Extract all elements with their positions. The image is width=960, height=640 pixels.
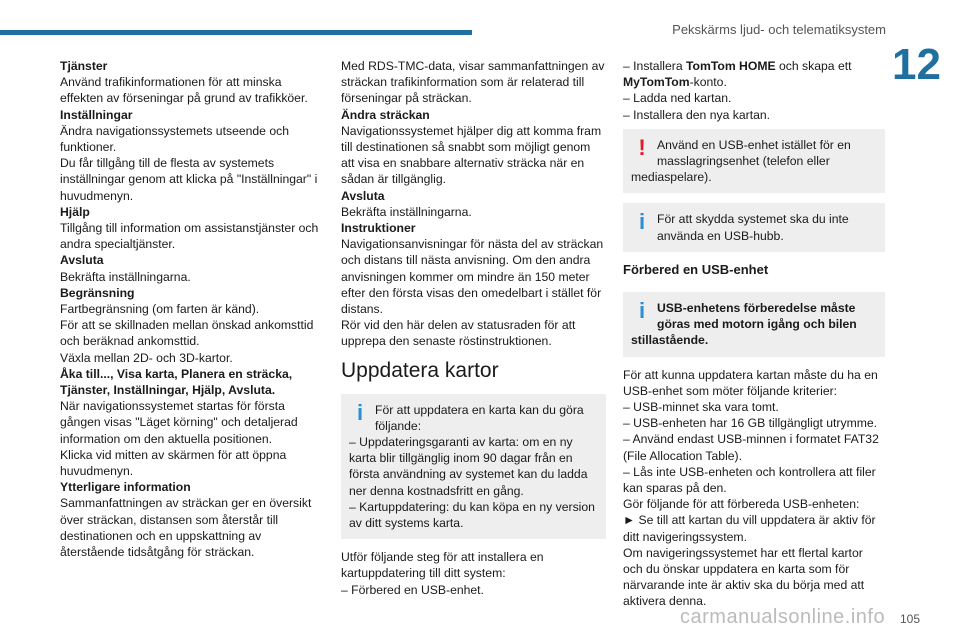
paragraph: Med RDS-TMC-data, visar sammanfattningen av sträckan trafikinformation som är relaterad till förseningar på sträckan. <box>341 59 605 106</box>
column-2 <box>341 58 606 598</box>
list-item: – USB-minnet ska vara tomt. <box>623 400 779 415</box>
paragraph: Fartbegränsning (om farten är känd). <box>60 302 260 317</box>
heading-menu-items: Åka till..., Visa karta, Planera en sträcka, Tjänster, Inställningar, Hjälp, Avsluta. <box>60 366 293 398</box>
warning-note <box>623 129 885 194</box>
list-item: – Lås inte USB-enheten och kontrollera att filer kan sparas på den. <box>623 464 876 496</box>
info-note <box>623 292 885 357</box>
header-accent-bar <box>0 30 472 35</box>
heading-instructions: Instruktioner <box>341 221 416 236</box>
paragraph: För att se skillnaden mellan önskad ankomsttid och beräknad ankomsttid. <box>60 318 314 349</box>
info-note <box>341 394 606 540</box>
info-icon: i <box>638 209 646 235</box>
note-text: USB-enhetens förberedelse måste göras med motorn igång och bilen <box>657 301 857 332</box>
heading-services: Tjänster <box>60 59 108 73</box>
list-item: ► Se till att kartan du vill uppdatera är aktiv för ditt navigeringssystem. <box>623 513 876 544</box>
step-line: – Installera den nya kartan. <box>623 107 771 122</box>
heading-quit: Avsluta <box>60 253 104 268</box>
info-icon: i <box>356 399 364 425</box>
text: -konto. <box>689 75 727 90</box>
paragraph: Gör följande för att förbereda USB-enheten: <box>623 497 860 512</box>
column-1 <box>60 58 322 560</box>
note-line: – Uppdateringsgaranti av karta: om en ny karta blir tillgänglig inom 90 dagar från en första användning av systemet kan du ladda ner denna kostnadsfritt en gång. <box>349 435 588 498</box>
paragraph: Utför följande steg för att installera en kartuppdatering till ditt system: <box>341 550 544 581</box>
warning-icon: ! <box>638 134 646 160</box>
heading-settings: Inställningar <box>60 107 133 122</box>
info-note <box>623 203 885 251</box>
note-text: Använd en USB-enhet istället för en masslagringsenhet (telefon eller <box>657 137 851 169</box>
step-line: – Ladda ned kartan. <box>623 91 732 106</box>
paragraph: Rör vid den här delen av statusraden för att upprepa den senaste röstinstruktionen. <box>341 318 576 349</box>
chapter-number: 12 <box>892 40 941 89</box>
heading-update-maps: Uppdatera kartor <box>341 358 499 382</box>
heading-more-info: Ytterligare information <box>60 480 191 495</box>
note-text: För att uppdatera en karta kan du göra följande: <box>375 402 584 433</box>
section-title: Pekskärms ljud- och telematiksystem <box>672 22 886 37</box>
paragraph: – Förbered en USB-enhet. <box>341 582 484 597</box>
note-text: stillastående. <box>631 333 709 348</box>
paragraph: Klicka vid mitten av skärmen för att öppna huvudmenyn. <box>60 447 287 479</box>
paragraph: När navigationssystemet startas för första gången visas "Läget körning" och detaljerad information om den aktuella positionen. <box>60 399 298 446</box>
paragraph: Använd trafikinformationen för att minska effekten av förseningar på grund av trafikköer. <box>60 75 308 106</box>
heading-limit: Begränsning <box>60 285 135 300</box>
heading-help: Hjälp <box>60 204 90 219</box>
heading-quit: Avsluta <box>341 188 385 203</box>
paragraph: Tillgång till information om assistanstjänster och andra specialtjänster. <box>60 221 319 252</box>
paragraph: Växla mellan 2D- och 3D-kartor. <box>60 350 233 365</box>
heading-prepare-usb: Förbered en USB-enhet <box>623 261 769 277</box>
paragraph: För att kunna uppdatera kartan måste du ha en USB-enhet som möter följande kriterier: <box>623 367 878 398</box>
text: och skapa ett <box>775 59 852 73</box>
paragraph: Navigationssystemet hjälper dig att komma fram till destinationen så snabbt som möjligt genom att visa en snabbare alternativ sträcka när en sådan är tillgänglig. <box>341 123 602 187</box>
paragraph: Bekräfta inställningarna. <box>60 269 191 284</box>
note-text: mediaspelare). <box>631 170 712 185</box>
paragraph: Du får tillgång till de flesta av systemets inställningar genom att klicka på "Inställningar" i huvudmenyn. <box>60 156 318 203</box>
paragraph: Navigationsanvisningar för nästa del av sträckan och distans till nästa anvisning. Om den andra anvisningen kommer om mindre än 150 meter efter den första visas den omedelbart i stället för distans. <box>341 237 604 317</box>
paragraph: Ändra navigationssystemets utseende och funktioner. <box>60 123 289 155</box>
paragraph: Sammanfattningen av sträckan ger en översikt över sträckan, distansen som återstår till destinationen och en uppskattning av återstående tidsåtgång för sträckan. <box>60 496 312 560</box>
paragraph: Bekräfta inställningarna. <box>341 204 472 219</box>
brand-name: MyTomTom <box>623 75 690 90</box>
note-text: För att skydda systemet ska du inte använda en USB-hubb. <box>657 212 849 243</box>
note-line: – Kartuppdatering: du kan köpa en ny version av ditt systems karta. <box>349 499 595 531</box>
heading-change-route: Ändra sträckan <box>341 107 430 122</box>
info-icon: i <box>638 298 646 324</box>
text: – Installera <box>623 59 687 73</box>
list-item: – USB-enheten har 16 GB tillgängligt utrymme. <box>623 416 878 431</box>
column-3 <box>623 58 885 610</box>
brand-name: TomTom HOME <box>686 59 776 73</box>
step-line <box>623 58 885 90</box>
page-number: 105 <box>900 612 921 626</box>
watermark: carmanualsonline.info <box>680 606 886 628</box>
list-item: – Använd endast USB-minnen i formatet FAT32 (File Allocation Table). <box>623 432 879 463</box>
paragraph: Om navigeringssystemet har ett flertal kartor och du önskar uppdatera en karta som för närvarande inte är aktiv ska du börja med att aktivera denna. <box>623 545 865 609</box>
